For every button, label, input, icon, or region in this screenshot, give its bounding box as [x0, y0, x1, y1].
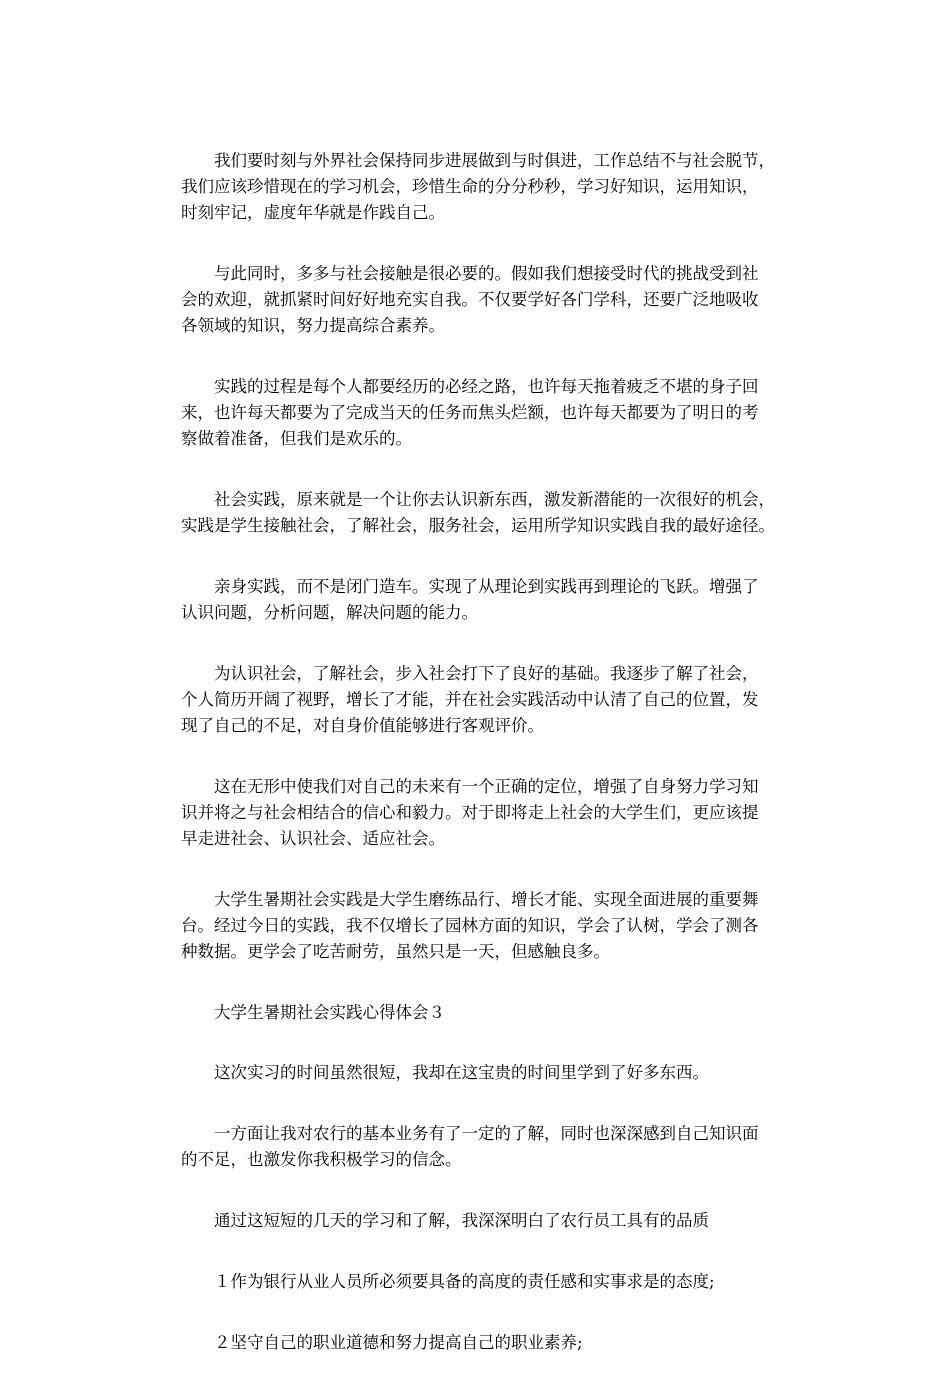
list-item-1: [181, 1269, 777, 1295]
text-line: 与此同时，多多与社会接触是很必要的。假如我们想接受时代的挑战受到社: [214, 264, 759, 283]
text-line: 台。经过今日的实践，我不仅增长了园林方面的知识，学会了认树，学会了测各: [181, 916, 759, 935]
paragraph-7: [181, 774, 777, 852]
text-line: 个人简历开阔了视野，增长了才能，并在社会实践活动中认清了自己的位置，发: [181, 690, 759, 709]
text-line: 早走进社会、认识社会、适应社会。: [181, 829, 445, 848]
text-line: 现了自己的不足，对自身价值能够进行客观评价。: [181, 716, 544, 735]
text-line: 种数据。更学会了吃苦耐劳，虽然只是一天，但感触良多。: [181, 942, 610, 961]
text-line: 识并将之与社会相结合的信心和毅力。对于即将走上社会的大学生们，更应该提: [181, 803, 759, 822]
paragraph-4: [181, 487, 777, 539]
paragraph-2: [181, 261, 777, 339]
text-line: 的不足，也激发你我积极学习的信念。: [181, 1150, 462, 1169]
paragraph-12: [181, 1208, 777, 1234]
text-line: 大学生暑期社会实践是大学生磨练品行、增长才能、实现全面进展的重要舞: [214, 890, 759, 909]
section-heading: [181, 1000, 777, 1026]
text-line: 察做着准备，但我们是欢乐的。: [181, 429, 412, 448]
paragraph-8: [181, 887, 777, 965]
list-item-2: [181, 1330, 777, 1356]
text-line: 亲身实践，而不是闭门造车。实现了从理论到实践再到理论的飞跃。增强了: [214, 577, 759, 596]
text-line: 我们要时刻与外界社会保持同步进展做到与时俱进，工作总结不与社会脱节，: [214, 151, 775, 170]
text-line: 时刻牢记，虚度年华就是作践自己。: [181, 203, 445, 222]
paragraph-1: [181, 148, 777, 226]
document-body: [181, 148, 777, 1391]
text-line: 这次实习的时间虽然很短，我却在这宝贵的时间里学到了好多东西。: [214, 1063, 709, 1082]
paragraph-5: [181, 574, 777, 626]
text-line: 社会实践，原来就是一个让你去认识新东西，激发新潜能的一次很好的机会，: [214, 490, 775, 509]
text-line: 来，也许每天都要为了完成当天的任务而焦头烂额，也许每天都要为了明日的考: [181, 403, 759, 422]
paragraph-11: [181, 1121, 777, 1173]
text-line: 认识问题，分析问题，解决问题的能力。: [181, 603, 478, 622]
paragraph-10: [181, 1060, 777, 1086]
paragraph-6: [181, 661, 777, 739]
text-line: ２坚守自己的职业道德和努力提高自己的职业素养;: [214, 1333, 583, 1352]
text-line: 通过这短短的几天的学习和了解，我深深明白了农行员工具有的品质: [214, 1211, 709, 1230]
section-heading-text: 大学生暑期社会实践心得体会３: [214, 1003, 445, 1022]
text-line: 这在无形中使我们对自己的未来有一个正确的定位，增强了自身努力学习知: [214, 777, 759, 796]
text-line: 实践的过程是每个人都要经历的必经之路，也许每天拖着疲乏不堪的身子回: [214, 377, 759, 396]
text-line: 为认识社会，了解社会，步入社会打下了良好的基础。我逐步了解了社会，: [214, 664, 759, 683]
paragraph-3: [181, 374, 777, 452]
text-line: 一方面让我对农行的基本业务有了一定的了解，同时也深深感到自己知识面: [214, 1124, 759, 1143]
text-line: 实践是学生接触社会，了解社会，服务社会，运用所学知识实践自我的最好途径。: [181, 516, 775, 535]
text-line: 各领域的知识，努力提高综合素养。: [181, 316, 445, 335]
text-line: １作为银行从业人员所必须要具备的高度的责任感和实事求是的态度;: [214, 1272, 715, 1291]
text-line: 我们应该珍惜现在的学习机会，珍惜生命的分分秒秒，学习好知识，运用知识，: [181, 177, 759, 196]
text-line: 会的欢迎，就抓紧时间好好地充实自我。不仅要学好各门学科，还要广泛地吸收: [181, 290, 759, 309]
